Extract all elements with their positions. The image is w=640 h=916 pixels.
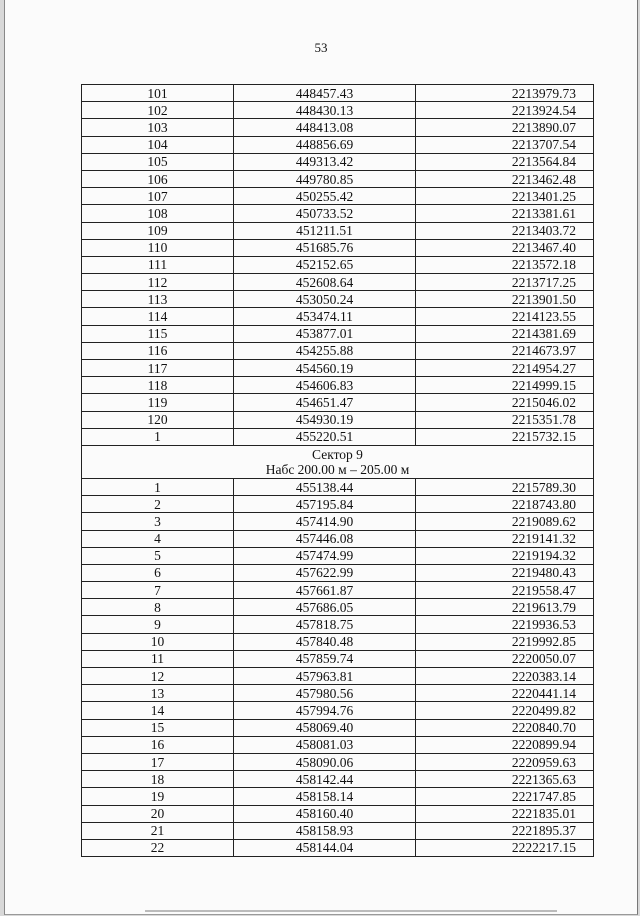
table-row — [82, 325, 594, 342]
y-coordinate-cell: 2214123.55 — [416, 308, 594, 325]
point-number-cell: 117 — [82, 360, 234, 377]
y-coordinate-cell: 2219480.43 — [416, 564, 594, 581]
point-number-cell: 9 — [82, 616, 234, 633]
x-coordinate-cell: 453877.01 — [234, 325, 416, 342]
y-coordinate-cell: 2221895.37 — [416, 822, 594, 839]
y-coordinate-cell: 2213381.61 — [416, 205, 594, 222]
y-coordinate-cell: 2213924.54 — [416, 102, 594, 119]
x-coordinate-cell: 457686.05 — [234, 599, 416, 616]
x-coordinate-cell: 457446.08 — [234, 530, 416, 547]
table-row — [82, 633, 594, 650]
y-coordinate-cell: 2213717.25 — [416, 274, 594, 291]
table-row — [82, 222, 594, 239]
point-number-cell: 10 — [82, 633, 234, 650]
table-row — [82, 360, 594, 377]
x-coordinate-cell: 457840.48 — [234, 633, 416, 650]
point-number-cell: 114 — [82, 308, 234, 325]
y-coordinate-cell: 2214381.69 — [416, 325, 594, 342]
table-row — [82, 496, 594, 513]
table-row — [82, 530, 594, 547]
point-number-cell: 21 — [82, 822, 234, 839]
table-row — [82, 153, 594, 170]
point-number-cell: 109 — [82, 222, 234, 239]
point-number-cell: 5 — [82, 547, 234, 564]
x-coordinate-cell: 448413.08 — [234, 119, 416, 136]
point-number-cell: 118 — [82, 377, 234, 394]
point-number-cell: 110 — [82, 239, 234, 256]
x-coordinate-cell: 457818.75 — [234, 616, 416, 633]
point-number-cell: 1 — [82, 428, 234, 445]
table-row — [82, 668, 594, 685]
table-row — [82, 256, 594, 273]
x-coordinate-cell: 457963.81 — [234, 668, 416, 685]
section-subtitle: Набс 200.00 м – 205.00 м — [265, 461, 410, 477]
point-number-cell: 19 — [82, 788, 234, 805]
y-coordinate-cell: 2220383.14 — [416, 668, 594, 685]
table-row — [82, 513, 594, 530]
y-coordinate-cell: 2220840.70 — [416, 719, 594, 736]
y-coordinate-cell: 2220899.94 — [416, 736, 594, 753]
section-header-row — [82, 445, 594, 478]
y-coordinate-cell: 2221835.01 — [416, 805, 594, 822]
point-number-cell: 20 — [82, 805, 234, 822]
y-coordinate-cell: 2215732.15 — [416, 428, 594, 445]
x-coordinate-cell: 455138.44 — [234, 478, 416, 495]
y-coordinate-cell: 2213572.18 — [416, 256, 594, 273]
x-coordinate-cell: 458144.04 — [234, 839, 416, 856]
y-coordinate-cell: 2219613.79 — [416, 599, 594, 616]
x-coordinate-cell: 457661.87 — [234, 582, 416, 599]
point-number-cell: 8 — [82, 599, 234, 616]
point-number-cell: 115 — [82, 325, 234, 342]
point-number-cell: 18 — [82, 771, 234, 788]
y-coordinate-cell: 2220050.07 — [416, 650, 594, 667]
x-coordinate-cell: 458160.40 — [234, 805, 416, 822]
table-row — [82, 170, 594, 187]
x-coordinate-cell: 454651.47 — [234, 394, 416, 411]
x-coordinate-cell: 448457.43 — [234, 85, 416, 102]
x-coordinate-cell: 457622.99 — [234, 564, 416, 581]
section-header-cell — [82, 445, 594, 478]
point-number-cell: 7 — [82, 582, 234, 599]
y-coordinate-cell: 2220441.14 — [416, 685, 594, 702]
x-coordinate-cell: 457195.84 — [234, 496, 416, 513]
point-number-cell: 116 — [82, 342, 234, 359]
point-number-cell: 107 — [82, 188, 234, 205]
table-row — [82, 839, 594, 856]
section-title: Сектор 9 — [312, 446, 363, 462]
x-coordinate-cell: 453474.11 — [234, 308, 416, 325]
y-coordinate-cell: 2215789.30 — [416, 478, 594, 495]
x-coordinate-cell: 457414.90 — [234, 513, 416, 530]
x-coordinate-cell: 458090.06 — [234, 753, 416, 770]
y-coordinate-cell: 2219992.85 — [416, 633, 594, 650]
table-row — [82, 719, 594, 736]
point-number-cell: 111 — [82, 256, 234, 273]
table-row — [82, 85, 594, 102]
y-coordinate-cell: 2213462.48 — [416, 170, 594, 187]
y-coordinate-cell: 2219194.32 — [416, 547, 594, 564]
y-coordinate-cell: 2219936.53 — [416, 616, 594, 633]
x-coordinate-cell: 458158.14 — [234, 788, 416, 805]
y-coordinate-cell: 2222217.15 — [416, 839, 594, 856]
point-number-cell: 120 — [82, 411, 234, 428]
y-coordinate-cell: 2215046.02 — [416, 394, 594, 411]
y-coordinate-cell: 2213890.07 — [416, 119, 594, 136]
point-number-cell: 1 — [82, 478, 234, 495]
x-coordinate-cell: 455220.51 — [234, 428, 416, 445]
table-row — [82, 650, 594, 667]
x-coordinate-cell: 458158.93 — [234, 822, 416, 839]
page-number: 53 — [314, 40, 328, 55]
point-number-cell: 22 — [82, 839, 234, 856]
point-number-cell: 106 — [82, 170, 234, 187]
table-row — [82, 102, 594, 119]
x-coordinate-cell: 454930.19 — [234, 411, 416, 428]
table-row — [82, 308, 594, 325]
y-coordinate-cell: 2219558.47 — [416, 582, 594, 599]
table-row — [82, 377, 594, 394]
table-row — [82, 394, 594, 411]
point-number-cell: 4 — [82, 530, 234, 547]
point-number-cell: 103 — [82, 119, 234, 136]
y-coordinate-cell: 2213467.40 — [416, 239, 594, 256]
y-coordinate-cell: 2220499.82 — [416, 702, 594, 719]
x-coordinate-cell: 450255.42 — [234, 188, 416, 205]
table-row — [82, 342, 594, 359]
point-number-cell: 108 — [82, 205, 234, 222]
section-header-block — [82, 445, 594, 478]
point-number-cell: 6 — [82, 564, 234, 581]
table-row — [82, 753, 594, 770]
table-row — [82, 291, 594, 308]
y-coordinate-cell: 2221747.85 — [416, 788, 594, 805]
table-row — [82, 771, 594, 788]
table-row — [82, 205, 594, 222]
point-number-cell: 102 — [82, 102, 234, 119]
x-coordinate-cell: 453050.24 — [234, 291, 416, 308]
point-number-cell: 113 — [82, 291, 234, 308]
point-number-cell: 112 — [82, 274, 234, 291]
table-row — [82, 239, 594, 256]
point-number-cell: 14 — [82, 702, 234, 719]
y-coordinate-cell: 2214999.15 — [416, 377, 594, 394]
coordinates-table — [81, 84, 594, 857]
x-coordinate-cell: 454606.83 — [234, 377, 416, 394]
table-row — [82, 788, 594, 805]
y-coordinate-cell: 2213901.50 — [416, 291, 594, 308]
coordinates-block-before — [82, 85, 594, 446]
point-number-cell: 104 — [82, 136, 234, 153]
point-number-cell: 15 — [82, 719, 234, 736]
document-page — [4, 0, 638, 915]
point-number-cell: 11 — [82, 650, 234, 667]
table-row — [82, 702, 594, 719]
table-row — [82, 547, 594, 564]
point-number-cell: 119 — [82, 394, 234, 411]
point-number-cell: 101 — [82, 85, 234, 102]
x-coordinate-cell: 451211.51 — [234, 222, 416, 239]
y-coordinate-cell: 2213403.72 — [416, 222, 594, 239]
x-coordinate-cell: 451685.76 — [234, 239, 416, 256]
table-row — [82, 478, 594, 495]
y-coordinate-cell: 2213979.73 — [416, 85, 594, 102]
y-coordinate-cell: 2215351.78 — [416, 411, 594, 428]
point-number-cell: 2 — [82, 496, 234, 513]
table-row — [82, 136, 594, 153]
x-coordinate-cell: 450733.52 — [234, 205, 416, 222]
x-coordinate-cell: 454560.19 — [234, 360, 416, 377]
table-row — [82, 188, 594, 205]
y-coordinate-cell: 2214954.27 — [416, 360, 594, 377]
table-row — [82, 582, 594, 599]
table-row — [82, 564, 594, 581]
x-coordinate-cell: 449313.42 — [234, 153, 416, 170]
table-row — [82, 428, 594, 445]
table-row — [82, 119, 594, 136]
table-row — [82, 599, 594, 616]
x-coordinate-cell: 457980.56 — [234, 685, 416, 702]
x-coordinate-cell: 457474.99 — [234, 547, 416, 564]
x-coordinate-cell: 458142.44 — [234, 771, 416, 788]
y-coordinate-cell: 2220959.63 — [416, 753, 594, 770]
x-coordinate-cell: 458069.40 — [234, 719, 416, 736]
y-coordinate-cell: 2219089.62 — [416, 513, 594, 530]
table-row — [82, 822, 594, 839]
table-row — [82, 736, 594, 753]
x-coordinate-cell: 452608.64 — [234, 274, 416, 291]
point-number-cell: 12 — [82, 668, 234, 685]
x-coordinate-cell: 448430.13 — [234, 102, 416, 119]
x-coordinate-cell: 449780.85 — [234, 170, 416, 187]
point-number-cell: 13 — [82, 685, 234, 702]
y-coordinate-cell: 2221365.63 — [416, 771, 594, 788]
y-coordinate-cell: 2213564.84 — [416, 153, 594, 170]
point-number-cell: 3 — [82, 513, 234, 530]
x-coordinate-cell: 457859.74 — [234, 650, 416, 667]
table-row — [82, 616, 594, 633]
x-coordinate-cell: 448856.69 — [234, 136, 416, 153]
y-coordinate-cell: 2218743.80 — [416, 496, 594, 513]
table-row — [82, 274, 594, 291]
x-coordinate-cell: 458081.03 — [234, 736, 416, 753]
table-row — [82, 685, 594, 702]
y-coordinate-cell: 2213707.54 — [416, 136, 594, 153]
point-number-cell: 17 — [82, 753, 234, 770]
x-coordinate-cell: 457994.76 — [234, 702, 416, 719]
y-coordinate-cell: 2219141.32 — [416, 530, 594, 547]
y-coordinate-cell: 2213401.25 — [416, 188, 594, 205]
coordinates-block-after — [82, 478, 594, 856]
table-row — [82, 805, 594, 822]
x-coordinate-cell: 454255.88 — [234, 342, 416, 359]
point-number-cell: 105 — [82, 153, 234, 170]
point-number-cell: 16 — [82, 736, 234, 753]
y-coordinate-cell: 2214673.97 — [416, 342, 594, 359]
scan-edge-mark — [145, 910, 557, 912]
x-coordinate-cell: 452152.65 — [234, 256, 416, 273]
table-row — [82, 411, 594, 428]
